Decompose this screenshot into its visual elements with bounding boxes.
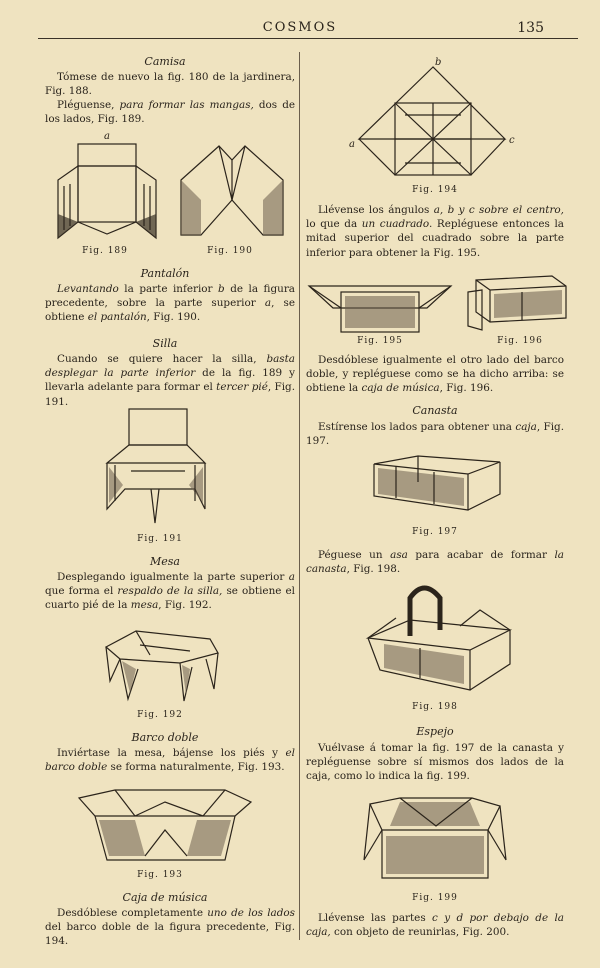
- header-rule: [38, 38, 578, 39]
- paragraph-pantalon: [45, 282, 295, 325]
- text-span: lo que da: [306, 218, 362, 231]
- text-italic: respaldo de la silla,: [117, 585, 223, 598]
- fig189-label-a: a: [104, 131, 110, 142]
- heading-silla: Silla: [152, 337, 178, 350]
- caption-fig-193: Fig. 193: [137, 870, 183, 880]
- heading-canasta: Canasta: [412, 404, 458, 417]
- text-span: Llévense las partes: [318, 912, 433, 924]
- figure-190-trousers: [175, 140, 290, 245]
- paragraph-canasta: [306, 420, 564, 448]
- text-italic: a, b y c sobre el centro,: [433, 204, 564, 216]
- paragraph-silla: [45, 352, 295, 409]
- caption-fig-196: Fig. 196: [497, 336, 543, 346]
- caption-fig-189: Fig. 189: [82, 246, 128, 256]
- figure-191-chair: [95, 405, 225, 530]
- text-italic: para formar las mangas,: [119, 99, 254, 111]
- text-span: Estírense los lados para obtener una: [318, 421, 516, 433]
- text-span: dos de los lados, Fig. 189.: [45, 99, 295, 126]
- paragraph-fig-194: [306, 203, 564, 260]
- heading-mesa: Mesa: [150, 555, 180, 568]
- figure-196-music-box: [462, 270, 572, 335]
- text-italic: uno de los lados: [207, 907, 295, 919]
- paragraph-camisa-1: [45, 70, 295, 98]
- text-italic: caja de música: [361, 382, 440, 395]
- paragraph-fig-200: [306, 911, 564, 939]
- caption-fig-194: Fig. 194: [412, 185, 458, 195]
- figure-199-mirror-box: [360, 790, 510, 890]
- paragraph-camisa-2: [45, 98, 295, 126]
- paragraph-mesa: [45, 570, 295, 613]
- text-span: , Fig. 191.: [45, 381, 295, 408]
- caption-fig-198: Fig. 198: [412, 702, 458, 712]
- fig194-label-c: c: [509, 135, 515, 146]
- text-span: Cuando se quiere hacer la silla,: [57, 353, 267, 365]
- text-span: Inviértase la mesa, bájense los piés y: [57, 747, 286, 759]
- text-span: Desdóblese igualmente el otro lado del barco doble, y repléguese como se ha dicho arriba: se obtiene la: [306, 354, 564, 395]
- figure-189-shirt: [50, 130, 165, 245]
- paragraph-barco-doble: [45, 746, 295, 774]
- fig194-label-b: b: [435, 57, 442, 68]
- text-italic: mesa: [130, 599, 159, 612]
- text-italic: asa: [390, 549, 408, 561]
- text-italic: el pantalón: [87, 311, 147, 324]
- text-italic: el barco doble: [45, 747, 295, 774]
- text-span: Tómese de nuevo la fig. 180 de la jardinera, Fig. 188.: [45, 71, 295, 98]
- paragraph-fig-196: [306, 353, 564, 396]
- text-italic: basta desplegar la parte inferior: [45, 353, 295, 380]
- fig194-label-a: a: [349, 139, 355, 150]
- caption-fig-192: Fig. 192: [137, 710, 183, 720]
- figure-197-box: [368, 452, 508, 524]
- caption-fig-195: Fig. 195: [357, 336, 403, 346]
- text-span: , Fig. 190.: [146, 311, 201, 324]
- text-span: de la fig. 189 y llevarla adelante para formar el: [45, 367, 295, 394]
- figure-198-basket: [360, 580, 520, 705]
- text-italic: b: [218, 283, 225, 295]
- text-span: Desdóblese completamente: [57, 907, 208, 919]
- text-italic: a: [288, 571, 295, 583]
- text-span: Repléguese entonces la mitad superior del cuadrado sobre la parte inferior para obtener la Fig. 195.: [306, 218, 565, 259]
- text-span: la parte inferior: [118, 283, 219, 295]
- text-span: , se obtiene: [45, 297, 295, 324]
- text-italic: caja: [515, 421, 537, 433]
- paragraph-fig-198: [306, 548, 564, 576]
- text-span: Vuélvase á tomar la fig. 197 de la canasta y repléguense sobre sí mismos dos lados de la caja, como lo indica la fig. 199.: [306, 742, 564, 783]
- running-head-title: COSMOS: [262, 20, 338, 35]
- text-italic: tercer pié: [216, 381, 268, 394]
- figure-193-double-boat: [75, 780, 255, 870]
- heading-barco-doble: Barco doble: [131, 731, 199, 744]
- text-span: Pléguense,: [57, 99, 120, 111]
- text-italic: un cuadrado.: [361, 218, 433, 231]
- text-span: se obtiene el cuarto pié de la: [45, 585, 295, 612]
- text-span: Llévense los ángulos: [318, 204, 434, 216]
- text-italic: Levantando: [57, 283, 119, 295]
- text-span: del barco doble de la figura precedente, Fig. 194.: [45, 921, 295, 948]
- column-separator: [299, 52, 300, 940]
- text-span: , Fig. 192.: [158, 599, 212, 612]
- text-italic: la canasta: [306, 549, 565, 576]
- paragraph-espejo: [306, 741, 564, 784]
- text-span: con objeto de reunirlas, Fig. 200.: [330, 926, 510, 939]
- text-span: Desplegando igualmente la parte superior: [57, 571, 289, 583]
- heading-camisa: Camisa: [144, 55, 186, 68]
- caption-fig-191: Fig. 191: [137, 534, 183, 544]
- heading-caja-de-musica: Caja de música: [122, 891, 208, 904]
- figure-195-folded-boat: [305, 278, 455, 338]
- caption-fig-199: Fig. 199: [412, 893, 458, 903]
- heading-espejo: Espejo: [416, 725, 454, 738]
- text-italic: c y d por debajo de la caja,: [306, 912, 565, 939]
- figure-192-table: [100, 625, 225, 705]
- text-span: se forma naturalmente, Fig. 193.: [107, 761, 285, 774]
- page-number: 135: [517, 20, 544, 36]
- text-span: , Fig. 198.: [346, 563, 401, 576]
- text-span: de la figura precedente, sobre la parte superior: [45, 283, 295, 310]
- caption-fig-190: Fig. 190: [207, 246, 253, 256]
- text-span: Péguese un: [318, 549, 391, 561]
- paragraph-caja-de-musica: [45, 906, 295, 949]
- text-italic: a: [264, 297, 272, 310]
- heading-pantalon: Pantalón: [140, 267, 190, 280]
- text-span: para acabar de formar: [407, 549, 555, 561]
- text-span: que forma el: [45, 585, 118, 598]
- figure-194-square: [345, 55, 520, 180]
- text-span: , Fig. 196.: [439, 382, 494, 395]
- caption-fig-197: Fig. 197: [412, 527, 458, 537]
- text-span: , Fig. 197.: [306, 421, 564, 448]
